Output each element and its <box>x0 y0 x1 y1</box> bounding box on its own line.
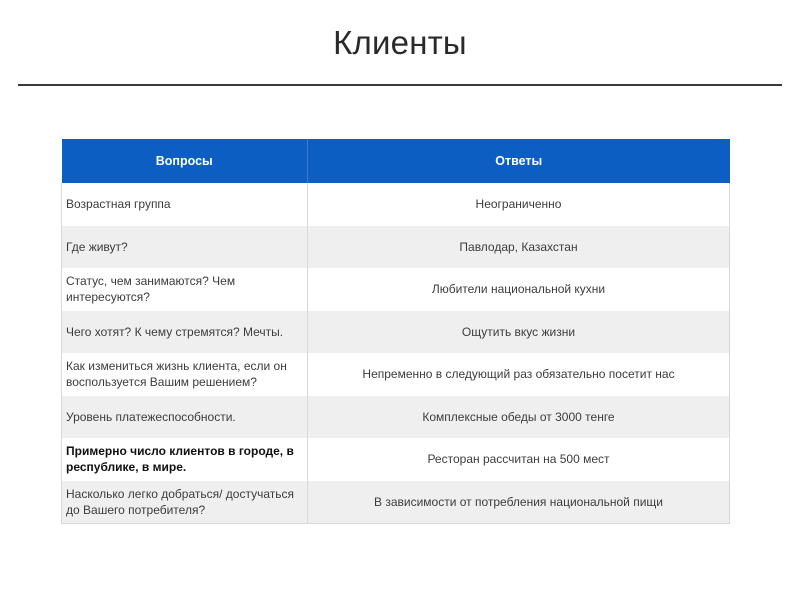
answer-cell: Комплексные обеды от 3000 тенге <box>308 396 730 439</box>
slide-title: Клиенты <box>333 24 467 61</box>
question-cell: Как измениться жизнь клиента, если он воспользуется Вашим решением? <box>62 353 308 396</box>
table-row <box>62 396 730 439</box>
table-row <box>62 353 730 396</box>
table-header-row <box>62 139 730 183</box>
answer-cell: Павлодар, Казахстан <box>308 226 730 269</box>
answer-cell: Ощутить вкус жизни <box>308 311 730 354</box>
header-answers: Ответы <box>308 139 730 183</box>
table-row <box>62 438 730 481</box>
question-cell: Чего хотят? К чему стремятся? Мечты. <box>62 311 308 354</box>
answer-cell: Непременно в следующий раз обязательно посетит нас <box>308 353 730 396</box>
clients-table-container <box>61 139 729 524</box>
answer-cell: Ресторан рассчитан на 500 мест <box>308 438 730 481</box>
question-cell: Насколько легко добраться/ достучаться до Вашего потребителя? <box>62 481 308 524</box>
question-cell: Возрастная группа <box>62 183 308 226</box>
question-cell: Уровень платежеспособности. <box>62 396 308 439</box>
table-row <box>62 481 730 524</box>
answer-cell: В зависимости от потребления национальной пищи <box>308 481 730 524</box>
table-row <box>62 268 730 311</box>
question-cell: Где живут? <box>62 226 308 269</box>
answer-cell: Любители национальной кухни <box>308 268 730 311</box>
table-row <box>62 226 730 269</box>
table-row <box>62 311 730 354</box>
question-cell: Статус, чем занимаются? Чем интересуются? <box>62 268 308 311</box>
table-row <box>62 183 730 226</box>
clients-table <box>61 139 730 524</box>
question-cell: Примерно число клиентов в городе, в республике, в мире. <box>62 438 308 481</box>
answer-cell: Неограниченно <box>308 183 730 226</box>
title-divider <box>18 84 782 86</box>
header-questions: Вопросы <box>62 139 308 183</box>
